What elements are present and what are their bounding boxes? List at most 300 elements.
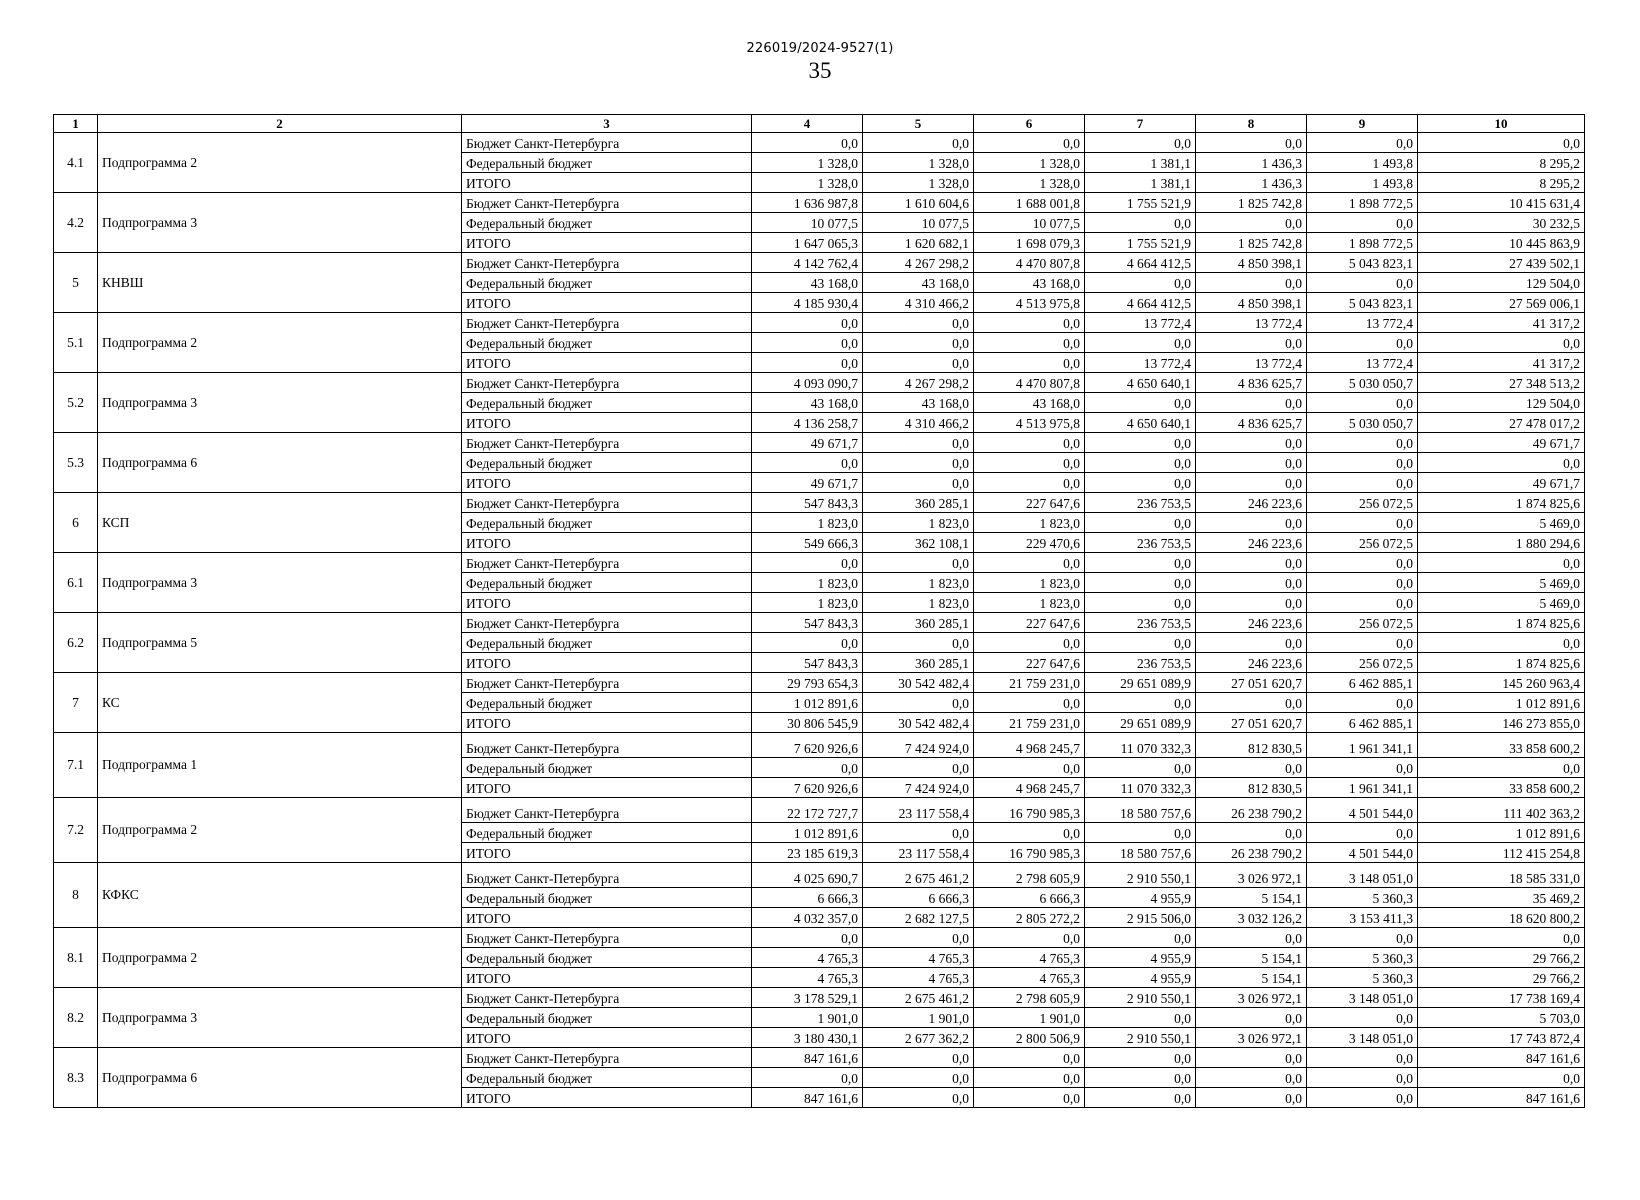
value-cell-col-8: 1 825 742,8 — [1196, 193, 1307, 213]
value-cell-col-10: 146 273 855,0 — [1418, 713, 1585, 733]
table-row — [54, 733, 1585, 758]
value-cell-col-5: 4 267 298,2 — [863, 373, 974, 393]
value-cell-col-8: 246 223,6 — [1196, 493, 1307, 513]
value-cell-col-7: 0,0 — [1085, 213, 1196, 233]
table-row — [54, 798, 1585, 823]
value-cell-col-10: 49 671,7 — [1418, 433, 1585, 453]
value-cell-col-4: 0,0 — [752, 758, 863, 778]
value-cell-col-10: 111 402 363,2 — [1418, 798, 1585, 823]
value-cell-col-6: 4 513 975,8 — [974, 293, 1085, 313]
value-cell-col-4: 3 178 529,1 — [752, 988, 863, 1008]
value-cell-col-10: 27 439 502,1 — [1418, 253, 1585, 273]
value-cell-col-6: 16 790 985,3 — [974, 798, 1085, 823]
value-cell-col-5: 0,0 — [863, 473, 974, 493]
funding-source-label: Бюджет Санкт-Петербурга — [462, 863, 752, 888]
value-cell-col-8: 13 772,4 — [1196, 313, 1307, 333]
value-cell-col-9: 5 360,3 — [1307, 968, 1418, 988]
value-cell-col-6: 0,0 — [974, 693, 1085, 713]
value-cell-col-4: 0,0 — [752, 313, 863, 333]
value-cell-col-4: 23 185 619,3 — [752, 843, 863, 863]
table-row — [54, 988, 1585, 1008]
value-cell-col-6: 227 647,6 — [974, 653, 1085, 673]
value-cell-col-6: 2 798 605,9 — [974, 988, 1085, 1008]
table-row — [54, 373, 1585, 393]
value-cell-col-8: 246 223,6 — [1196, 653, 1307, 673]
table-row — [54, 133, 1585, 153]
value-cell-col-4: 49 671,7 — [752, 433, 863, 453]
value-cell-col-7: 0,0 — [1085, 573, 1196, 593]
value-cell-col-4: 7 620 926,6 — [752, 733, 863, 758]
funding-source-label: ИТОГО — [462, 533, 752, 553]
value-cell-col-10: 17 743 872,4 — [1418, 1028, 1585, 1048]
value-cell-col-9: 6 462 885,1 — [1307, 673, 1418, 693]
value-cell-col-10: 0,0 — [1418, 1068, 1585, 1088]
value-cell-col-4: 4 142 762,4 — [752, 253, 863, 273]
value-cell-col-4: 0,0 — [752, 133, 863, 153]
value-cell-col-6: 4 470 807,8 — [974, 373, 1085, 393]
value-cell-col-9: 0,0 — [1307, 593, 1418, 613]
item-number: 4.1 — [54, 133, 98, 193]
value-cell-col-10: 29 766,2 — [1418, 948, 1585, 968]
value-cell-col-8: 0,0 — [1196, 473, 1307, 493]
funding-source-label: ИТОГО — [462, 173, 752, 193]
table-row — [54, 253, 1585, 273]
value-cell-col-10: 1 874 825,6 — [1418, 493, 1585, 513]
value-cell-col-6: 4 765,3 — [974, 948, 1085, 968]
value-cell-col-4: 3 180 430,1 — [752, 1028, 863, 1048]
item-name: Подпрограмма 1 — [98, 733, 462, 798]
page-number: 35 — [808, 58, 832, 83]
value-cell-col-4: 0,0 — [752, 453, 863, 473]
value-cell-col-7: 4 650 640,1 — [1085, 373, 1196, 393]
table-row — [54, 553, 1585, 573]
value-cell-col-5: 23 117 558,4 — [863, 798, 974, 823]
value-cell-col-6: 0,0 — [974, 1048, 1085, 1068]
value-cell-col-10: 8 295,2 — [1418, 153, 1585, 173]
value-cell-col-9: 0,0 — [1307, 1068, 1418, 1088]
value-cell-col-9: 0,0 — [1307, 273, 1418, 293]
value-cell-col-8: 0,0 — [1196, 433, 1307, 453]
value-cell-col-9: 5 030 050,7 — [1307, 373, 1418, 393]
value-cell-col-5: 4 765,3 — [863, 948, 974, 968]
value-cell-col-10: 1 012 891,6 — [1418, 693, 1585, 713]
value-cell-col-6: 0,0 — [974, 333, 1085, 353]
value-cell-col-6: 21 759 231,0 — [974, 713, 1085, 733]
value-cell-col-7: 0,0 — [1085, 593, 1196, 613]
value-cell-col-4: 4 185 930,4 — [752, 293, 863, 313]
value-cell-col-5: 23 117 558,4 — [863, 843, 974, 863]
funding-source-label: Бюджет Санкт-Петербурга — [462, 798, 752, 823]
table-header — [54, 115, 1585, 133]
column-number-row — [54, 115, 1585, 133]
value-cell-col-9: 0,0 — [1307, 333, 1418, 353]
value-cell-col-10: 1 874 825,6 — [1418, 613, 1585, 633]
value-cell-col-4: 4 025 690,7 — [752, 863, 863, 888]
value-cell-col-4: 22 172 727,7 — [752, 798, 863, 823]
value-cell-col-9: 0,0 — [1307, 1088, 1418, 1108]
value-cell-col-7: 4 955,9 — [1085, 968, 1196, 988]
value-cell-col-7: 0,0 — [1085, 273, 1196, 293]
value-cell-col-8: 1 825 742,8 — [1196, 233, 1307, 253]
value-cell-col-10: 27 478 017,2 — [1418, 413, 1585, 433]
funding-source-label: Бюджет Санкт-Петербурга — [462, 928, 752, 948]
item-name: КС — [98, 673, 462, 733]
funding-source-label: ИТОГО — [462, 713, 752, 733]
value-cell-col-9: 13 772,4 — [1307, 313, 1418, 333]
value-cell-col-4: 1 012 891,6 — [752, 693, 863, 713]
value-cell-col-5: 0,0 — [863, 693, 974, 713]
value-cell-col-4: 1 823,0 — [752, 593, 863, 613]
item-name: Подпрограмма 3 — [98, 553, 462, 613]
value-cell-col-8: 0,0 — [1196, 133, 1307, 153]
value-cell-col-9: 0,0 — [1307, 1008, 1418, 1028]
value-cell-col-10: 35 469,2 — [1418, 888, 1585, 908]
value-cell-col-9: 3 148 051,0 — [1307, 1028, 1418, 1048]
value-cell-col-7: 18 580 757,6 — [1085, 798, 1196, 823]
value-cell-col-5: 0,0 — [863, 1068, 974, 1088]
funding-source-label: Федеральный бюджет — [462, 333, 752, 353]
value-cell-col-10: 5 703,0 — [1418, 1008, 1585, 1028]
value-cell-col-8: 0,0 — [1196, 1088, 1307, 1108]
value-cell-col-10: 18 585 331,0 — [1418, 863, 1585, 888]
item-number: 6 — [54, 493, 98, 553]
value-cell-col-7: 13 772,4 — [1085, 313, 1196, 333]
value-cell-col-5: 1 901,0 — [863, 1008, 974, 1028]
item-name: КНВШ — [98, 253, 462, 313]
item-number: 5.3 — [54, 433, 98, 493]
value-cell-col-7: 2 910 550,1 — [1085, 988, 1196, 1008]
value-cell-col-6: 0,0 — [974, 433, 1085, 453]
value-cell-col-9: 0,0 — [1307, 693, 1418, 713]
value-cell-col-8: 3 032 126,2 — [1196, 908, 1307, 928]
value-cell-col-8: 0,0 — [1196, 693, 1307, 713]
value-cell-col-6: 43 168,0 — [974, 393, 1085, 413]
value-cell-col-9: 13 772,4 — [1307, 353, 1418, 373]
value-cell-col-4: 7 620 926,6 — [752, 778, 863, 798]
value-cell-col-7: 236 753,5 — [1085, 493, 1196, 513]
value-cell-col-7: 0,0 — [1085, 133, 1196, 153]
value-cell-col-7: 18 580 757,6 — [1085, 843, 1196, 863]
funding-source-label: Федеральный бюджет — [462, 213, 752, 233]
value-cell-col-9: 0,0 — [1307, 473, 1418, 493]
value-cell-col-9: 1 493,8 — [1307, 173, 1418, 193]
table-row — [54, 673, 1585, 693]
value-cell-col-10: 0,0 — [1418, 133, 1585, 153]
value-cell-col-8: 1 436,3 — [1196, 173, 1307, 193]
funding-source-label: Федеральный бюджет — [462, 273, 752, 293]
value-cell-col-5: 0,0 — [863, 633, 974, 653]
value-cell-col-6: 1 328,0 — [974, 173, 1085, 193]
value-cell-col-7: 4 955,9 — [1085, 948, 1196, 968]
value-cell-col-6: 21 759 231,0 — [974, 673, 1085, 693]
funding-source-label: ИТОГО — [462, 843, 752, 863]
value-cell-col-9: 1 961 341,1 — [1307, 733, 1418, 758]
value-cell-col-7: 2 910 550,1 — [1085, 863, 1196, 888]
column-header-10: 10 — [1418, 115, 1585, 133]
value-cell-col-8: 0,0 — [1196, 393, 1307, 413]
value-cell-col-10: 33 858 600,2 — [1418, 778, 1585, 798]
value-cell-col-10: 1 874 825,6 — [1418, 653, 1585, 673]
value-cell-col-7: 1 755 521,9 — [1085, 193, 1196, 213]
value-cell-col-8: 246 223,6 — [1196, 533, 1307, 553]
value-cell-col-6: 227 647,6 — [974, 613, 1085, 633]
funding-source-label: Федеральный бюджет — [462, 633, 752, 653]
value-cell-col-7: 11 070 332,3 — [1085, 778, 1196, 798]
value-cell-col-7: 1 381,1 — [1085, 173, 1196, 193]
value-cell-col-6: 0,0 — [974, 553, 1085, 573]
value-cell-col-8: 0,0 — [1196, 273, 1307, 293]
value-cell-col-5: 1 823,0 — [863, 573, 974, 593]
value-cell-col-4: 29 793 654,3 — [752, 673, 863, 693]
value-cell-col-4: 1 901,0 — [752, 1008, 863, 1028]
value-cell-col-7: 11 070 332,3 — [1085, 733, 1196, 758]
item-name: Подпрограмма 3 — [98, 193, 462, 253]
value-cell-col-4: 847 161,6 — [752, 1088, 863, 1108]
value-cell-col-8: 0,0 — [1196, 593, 1307, 613]
value-cell-col-7: 13 772,4 — [1085, 353, 1196, 373]
value-cell-col-8: 5 154,1 — [1196, 888, 1307, 908]
value-cell-col-9: 0,0 — [1307, 513, 1418, 533]
value-cell-col-9: 0,0 — [1307, 213, 1418, 233]
table-row — [54, 433, 1585, 453]
value-cell-col-10: 5 469,0 — [1418, 593, 1585, 613]
value-cell-col-4: 1 328,0 — [752, 173, 863, 193]
value-cell-col-8: 27 051 620,7 — [1196, 673, 1307, 693]
funding-source-label: Бюджет Санкт-Петербурга — [462, 373, 752, 393]
value-cell-col-6: 4 968 245,7 — [974, 778, 1085, 798]
value-cell-col-8: 0,0 — [1196, 1008, 1307, 1028]
column-header-4: 4 — [752, 115, 863, 133]
document-registration-code: 226019/2024-9527(1) — [746, 41, 894, 56]
value-cell-col-5: 10 077,5 — [863, 213, 974, 233]
value-cell-col-9: 0,0 — [1307, 928, 1418, 948]
table-row — [54, 928, 1585, 948]
funding-source-label: ИТОГО — [462, 293, 752, 313]
value-cell-col-5: 0,0 — [863, 553, 974, 573]
column-header-3: 3 — [462, 115, 752, 133]
value-cell-col-10: 18 620 800,2 — [1418, 908, 1585, 928]
value-cell-col-6: 1 901,0 — [974, 1008, 1085, 1028]
value-cell-col-6: 2 798 605,9 — [974, 863, 1085, 888]
item-name: Подпрограмма 3 — [98, 988, 462, 1048]
item-number: 6.2 — [54, 613, 98, 673]
funding-source-label: Федеральный бюджет — [462, 153, 752, 173]
value-cell-col-6: 0,0 — [974, 1068, 1085, 1088]
value-cell-col-4: 1 012 891,6 — [752, 823, 863, 843]
funding-source-label: Федеральный бюджет — [462, 888, 752, 908]
value-cell-col-9: 256 072,5 — [1307, 533, 1418, 553]
value-cell-col-7: 4 650 640,1 — [1085, 413, 1196, 433]
value-cell-col-5: 360 285,1 — [863, 493, 974, 513]
value-cell-col-5: 0,0 — [863, 928, 974, 948]
value-cell-col-10: 33 858 600,2 — [1418, 733, 1585, 758]
value-cell-col-8: 0,0 — [1196, 823, 1307, 843]
value-cell-col-6: 0,0 — [974, 313, 1085, 333]
value-cell-col-4: 4 093 090,7 — [752, 373, 863, 393]
funding-source-label: Федеральный бюджет — [462, 758, 752, 778]
value-cell-col-9: 5 043 823,1 — [1307, 253, 1418, 273]
value-cell-col-5: 30 542 482,4 — [863, 673, 974, 693]
value-cell-col-8: 4 850 398,1 — [1196, 253, 1307, 273]
value-cell-col-9: 5 360,3 — [1307, 888, 1418, 908]
value-cell-col-5: 4 765,3 — [863, 968, 974, 988]
funding-source-label: Бюджет Санкт-Петербурга — [462, 988, 752, 1008]
funding-source-label: Бюджет Санкт-Петербурга — [462, 553, 752, 573]
value-cell-col-9: 0,0 — [1307, 453, 1418, 473]
funding-source-label: Бюджет Санкт-Петербурга — [462, 733, 752, 758]
value-cell-col-7: 0,0 — [1085, 453, 1196, 473]
value-cell-col-6: 0,0 — [974, 1088, 1085, 1108]
column-header-7: 7 — [1085, 115, 1196, 133]
column-header-9: 9 — [1307, 115, 1418, 133]
value-cell-col-7: 4 664 412,5 — [1085, 293, 1196, 313]
value-cell-col-10: 0,0 — [1418, 758, 1585, 778]
value-cell-col-9: 1 493,8 — [1307, 153, 1418, 173]
value-cell-col-4: 0,0 — [752, 928, 863, 948]
value-cell-col-5: 0,0 — [863, 758, 974, 778]
value-cell-col-5: 0,0 — [863, 823, 974, 843]
value-cell-col-8: 4 836 625,7 — [1196, 413, 1307, 433]
value-cell-col-5: 2 677 362,2 — [863, 1028, 974, 1048]
table-row — [54, 193, 1585, 213]
value-cell-col-8: 0,0 — [1196, 573, 1307, 593]
value-cell-col-4: 4 765,3 — [752, 968, 863, 988]
value-cell-col-7: 2 915 506,0 — [1085, 908, 1196, 928]
funding-source-label: Федеральный бюджет — [462, 1068, 752, 1088]
value-cell-col-8: 27 051 620,7 — [1196, 713, 1307, 733]
value-cell-col-4: 1 636 987,8 — [752, 193, 863, 213]
item-name: Подпрограмма 6 — [98, 1048, 462, 1108]
value-cell-col-8: 13 772,4 — [1196, 353, 1307, 373]
value-cell-col-6: 0,0 — [974, 823, 1085, 843]
item-number: 8.3 — [54, 1048, 98, 1108]
value-cell-col-5: 30 542 482,4 — [863, 713, 974, 733]
value-cell-col-5: 7 424 924,0 — [863, 733, 974, 758]
item-number: 7 — [54, 673, 98, 733]
value-cell-col-6: 16 790 985,3 — [974, 843, 1085, 863]
value-cell-col-4: 0,0 — [752, 353, 863, 373]
value-cell-col-7: 0,0 — [1085, 1048, 1196, 1068]
value-cell-col-7: 0,0 — [1085, 1008, 1196, 1028]
value-cell-col-6: 0,0 — [974, 353, 1085, 373]
value-cell-col-7: 236 753,5 — [1085, 613, 1196, 633]
value-cell-col-5: 6 666,3 — [863, 888, 974, 908]
table-body — [54, 133, 1585, 1108]
column-header-6: 6 — [974, 115, 1085, 133]
value-cell-col-4: 4 032 357,0 — [752, 908, 863, 928]
item-number: 5 — [54, 253, 98, 313]
value-cell-col-7: 0,0 — [1085, 393, 1196, 413]
value-cell-col-5: 360 285,1 — [863, 613, 974, 633]
value-cell-col-9: 3 153 411,3 — [1307, 908, 1418, 928]
value-cell-col-5: 4 310 466,2 — [863, 293, 974, 313]
value-cell-col-7: 0,0 — [1085, 473, 1196, 493]
value-cell-col-6: 0,0 — [974, 133, 1085, 153]
table-row — [54, 493, 1585, 513]
value-cell-col-4: 1 823,0 — [752, 513, 863, 533]
value-cell-col-8: 5 154,1 — [1196, 968, 1307, 988]
funding-source-label: ИТОГО — [462, 593, 752, 613]
value-cell-col-4: 1 328,0 — [752, 153, 863, 173]
funding-source-label: Бюджет Санкт-Петербурга — [462, 613, 752, 633]
value-cell-col-6: 10 077,5 — [974, 213, 1085, 233]
value-cell-col-8: 3 026 972,1 — [1196, 863, 1307, 888]
funding-source-label: ИТОГО — [462, 1028, 752, 1048]
value-cell-col-5: 2 675 461,2 — [863, 863, 974, 888]
item-name: КФКС — [98, 863, 462, 928]
value-cell-col-5: 360 285,1 — [863, 653, 974, 673]
value-cell-col-5: 43 168,0 — [863, 273, 974, 293]
funding-source-label: ИТОГО — [462, 908, 752, 928]
value-cell-col-4: 847 161,6 — [752, 1048, 863, 1068]
value-cell-col-7: 236 753,5 — [1085, 653, 1196, 673]
item-number: 5.2 — [54, 373, 98, 433]
funding-source-label: ИТОГО — [462, 413, 752, 433]
value-cell-col-8: 0,0 — [1196, 1068, 1307, 1088]
value-cell-col-4: 4 136 258,7 — [752, 413, 863, 433]
value-cell-col-10: 41 317,2 — [1418, 313, 1585, 333]
value-cell-col-4: 549 666,3 — [752, 533, 863, 553]
funding-source-label: Федеральный бюджет — [462, 573, 752, 593]
value-cell-col-5: 362 108,1 — [863, 533, 974, 553]
value-cell-col-4: 547 843,3 — [752, 653, 863, 673]
value-cell-col-5: 0,0 — [863, 1048, 974, 1068]
value-cell-col-7: 29 651 089,9 — [1085, 713, 1196, 733]
funding-source-label: ИТОГО — [462, 1088, 752, 1108]
value-cell-col-10: 29 766,2 — [1418, 968, 1585, 988]
value-cell-col-7: 0,0 — [1085, 433, 1196, 453]
item-number: 4.2 — [54, 193, 98, 253]
value-cell-col-4: 43 168,0 — [752, 393, 863, 413]
item-number: 8.2 — [54, 988, 98, 1048]
funding-source-label: Бюджет Санкт-Петербурга — [462, 1048, 752, 1068]
funding-source-label: Бюджет Санкт-Петербурга — [462, 313, 752, 333]
value-cell-col-5: 43 168,0 — [863, 393, 974, 413]
value-cell-col-9: 4 501 544,0 — [1307, 843, 1418, 863]
value-cell-col-7: 0,0 — [1085, 1068, 1196, 1088]
item-number: 5.1 — [54, 313, 98, 373]
value-cell-col-8: 0,0 — [1196, 453, 1307, 473]
value-cell-col-9: 1 898 772,5 — [1307, 193, 1418, 213]
value-cell-col-8: 0,0 — [1196, 1048, 1307, 1068]
value-cell-col-6: 4 470 807,8 — [974, 253, 1085, 273]
budget-table — [53, 114, 1585, 1108]
value-cell-col-4: 1 647 065,3 — [752, 233, 863, 253]
value-cell-col-5: 1 823,0 — [863, 593, 974, 613]
value-cell-col-7: 0,0 — [1085, 553, 1196, 573]
value-cell-col-10: 5 469,0 — [1418, 573, 1585, 593]
value-cell-col-4: 10 077,5 — [752, 213, 863, 233]
value-cell-col-7: 29 651 089,9 — [1085, 673, 1196, 693]
value-cell-col-8: 0,0 — [1196, 633, 1307, 653]
funding-source-label: ИТОГО — [462, 653, 752, 673]
value-cell-col-4: 30 806 545,9 — [752, 713, 863, 733]
value-cell-col-5: 1 610 604,6 — [863, 193, 974, 213]
value-cell-col-8: 246 223,6 — [1196, 613, 1307, 633]
value-cell-col-5: 1 328,0 — [863, 173, 974, 193]
value-cell-col-9: 256 072,5 — [1307, 613, 1418, 633]
value-cell-col-7: 2 910 550,1 — [1085, 1028, 1196, 1048]
value-cell-col-10: 0,0 — [1418, 928, 1585, 948]
value-cell-col-8: 5 154,1 — [1196, 948, 1307, 968]
funding-source-label: ИТОГО — [462, 473, 752, 493]
value-cell-col-4: 547 843,3 — [752, 613, 863, 633]
value-cell-col-8: 812 830,5 — [1196, 778, 1307, 798]
value-cell-col-4: 49 671,7 — [752, 473, 863, 493]
value-cell-col-6: 1 698 079,3 — [974, 233, 1085, 253]
value-cell-col-10: 847 161,6 — [1418, 1088, 1585, 1108]
funding-source-label: Федеральный бюджет — [462, 823, 752, 843]
